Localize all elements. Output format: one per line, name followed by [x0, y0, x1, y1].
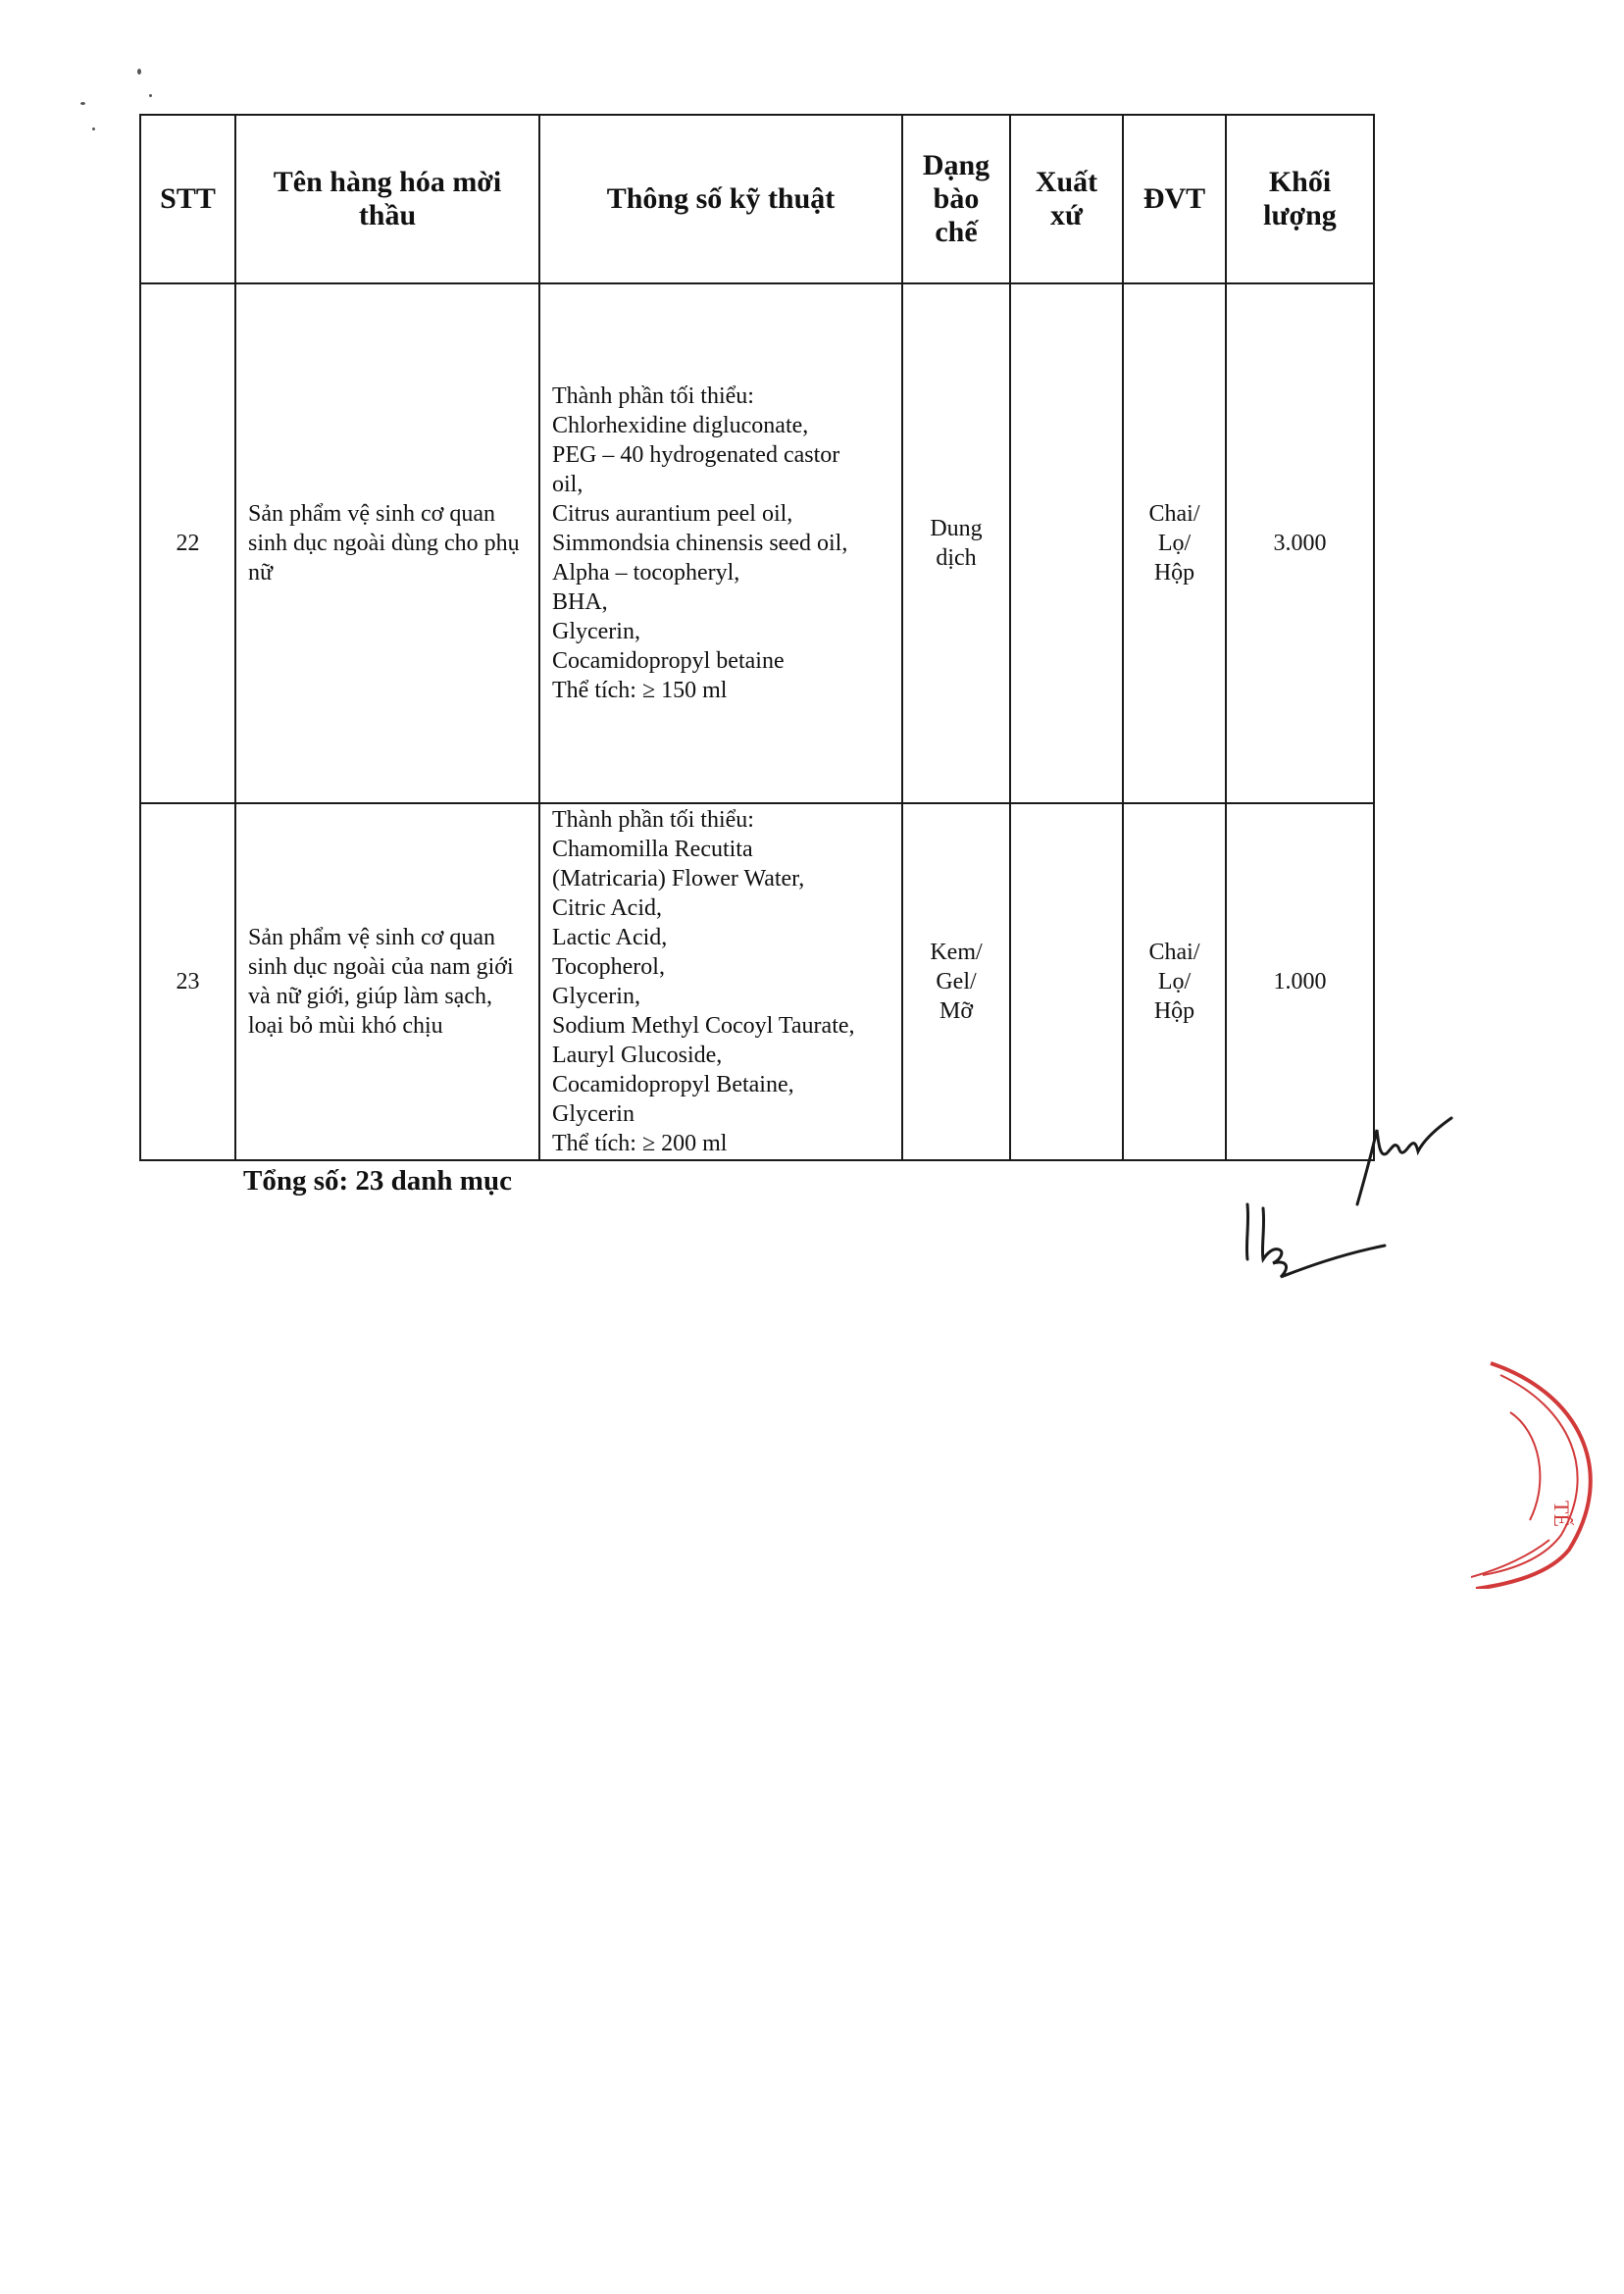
stamp-seal — [1471, 1353, 1624, 1589]
cell-quantity: 1.000 — [1226, 803, 1374, 1160]
header-item-name-text: Tên hàng hóa mời thầu — [273, 166, 502, 231]
signature-initials — [1238, 1195, 1395, 1283]
cell-unit — [1123, 283, 1226, 803]
cell-origin — [1010, 803, 1123, 1160]
header-quantity — [1226, 115, 1374, 283]
spec-line: Sodium Methyl Cocoyl Taurate, — [552, 1013, 855, 1039]
cell-unit-text: Chai/ Lọ/ Hộp — [1148, 501, 1200, 586]
header-stt: STT — [140, 115, 235, 283]
cell-unit — [1123, 803, 1226, 1160]
table-header-row — [140, 115, 1374, 283]
table-row — [140, 283, 1374, 803]
tender-items-table — [139, 114, 1375, 1161]
spec-line: Alpha – tocopheryl, — [552, 560, 740, 586]
header-origin — [1010, 115, 1123, 283]
spec-line: Citric Acid, — [552, 895, 662, 921]
cell-dosage-form-text: Dung dịch — [930, 516, 983, 571]
spec-line: PEG – 40 hydrogenated castor — [552, 442, 840, 468]
header-specification: Thông số kỹ thuật — [539, 115, 902, 283]
cell-dosage-form — [902, 803, 1010, 1160]
spec-line: Glycerin — [552, 1101, 634, 1127]
spec-line: Glycerin, — [552, 619, 640, 644]
spec-line: Citrus aurantium peel oil, — [552, 501, 793, 527]
cell-quantity: 3.000 — [1226, 283, 1374, 803]
scan-speck — [80, 102, 85, 105]
scan-speck — [149, 94, 152, 97]
header-quantity-text: Khối lượng — [1263, 166, 1337, 231]
spec-line: BHA, — [552, 589, 608, 615]
header-dosage-form — [902, 115, 1010, 283]
spec-line: oil, — [552, 472, 584, 497]
header-origin-text: Xuất xứ — [1035, 166, 1098, 231]
cell-dosage-form-text: Kem/ Gel/ Mỡ — [930, 940, 983, 1024]
table-row — [140, 803, 1374, 1160]
cell-origin — [1010, 283, 1123, 803]
spec-line: Glycerin, — [552, 984, 640, 1009]
cell-specification — [539, 803, 902, 1160]
spec-line: Simmondsia chinensis seed oil, — [552, 531, 848, 556]
cell-unit-text: Chai/ Lọ/ Hộp — [1148, 940, 1200, 1024]
spec-line: Cocamidopropyl betaine — [552, 648, 785, 674]
cell-specification — [539, 283, 902, 803]
cell-dosage-form — [902, 283, 1010, 803]
scan-speck — [92, 127, 95, 130]
spec-line: Tocopherol, — [552, 954, 665, 980]
spec-line: (Matricaria) Flower Water, — [552, 866, 805, 892]
cell-stt: 23 — [140, 803, 235, 1160]
header-item-name — [235, 115, 539, 283]
spec-line: Lactic Acid, — [552, 925, 668, 950]
spec-line: Thể tích: ≥ 150 ml — [552, 678, 728, 703]
spec-line: Chamomilla Recutita — [552, 837, 753, 862]
total-count: Tổng số: 23 danh mục — [243, 1165, 512, 1197]
cell-item-name: Sản phẩm vệ sinh cơ quan sinh dục ngoài dùng cho phụ nữ — [235, 283, 539, 803]
spec-line: Thành phần tối thiểu: — [552, 383, 754, 409]
spec-line: Chlorhexidine digluconate, — [552, 413, 809, 438]
scan-speck — [137, 69, 141, 75]
header-unit: ĐVT — [1123, 115, 1226, 283]
cell-item-name: Sản phẩm vệ sinh cơ quan sinh dục ngoài của nam giới và nữ giới, giúp làm sạch, loại bỏ mùi khó chịu — [235, 803, 539, 1160]
spec-line: Thành phần tối thiểu: — [552, 807, 754, 833]
cell-stt: 22 — [140, 283, 235, 803]
svg-text:TẾ: TẾ — [1549, 1501, 1574, 1527]
header-dosage-form-text: Dạng bào chế — [922, 149, 990, 248]
spec-line: Cocamidopropyl Betaine, — [552, 1072, 794, 1097]
spec-line: Thể tích: ≥ 200 ml — [552, 1131, 728, 1156]
spec-line: Lauryl Glucoside, — [552, 1043, 723, 1068]
